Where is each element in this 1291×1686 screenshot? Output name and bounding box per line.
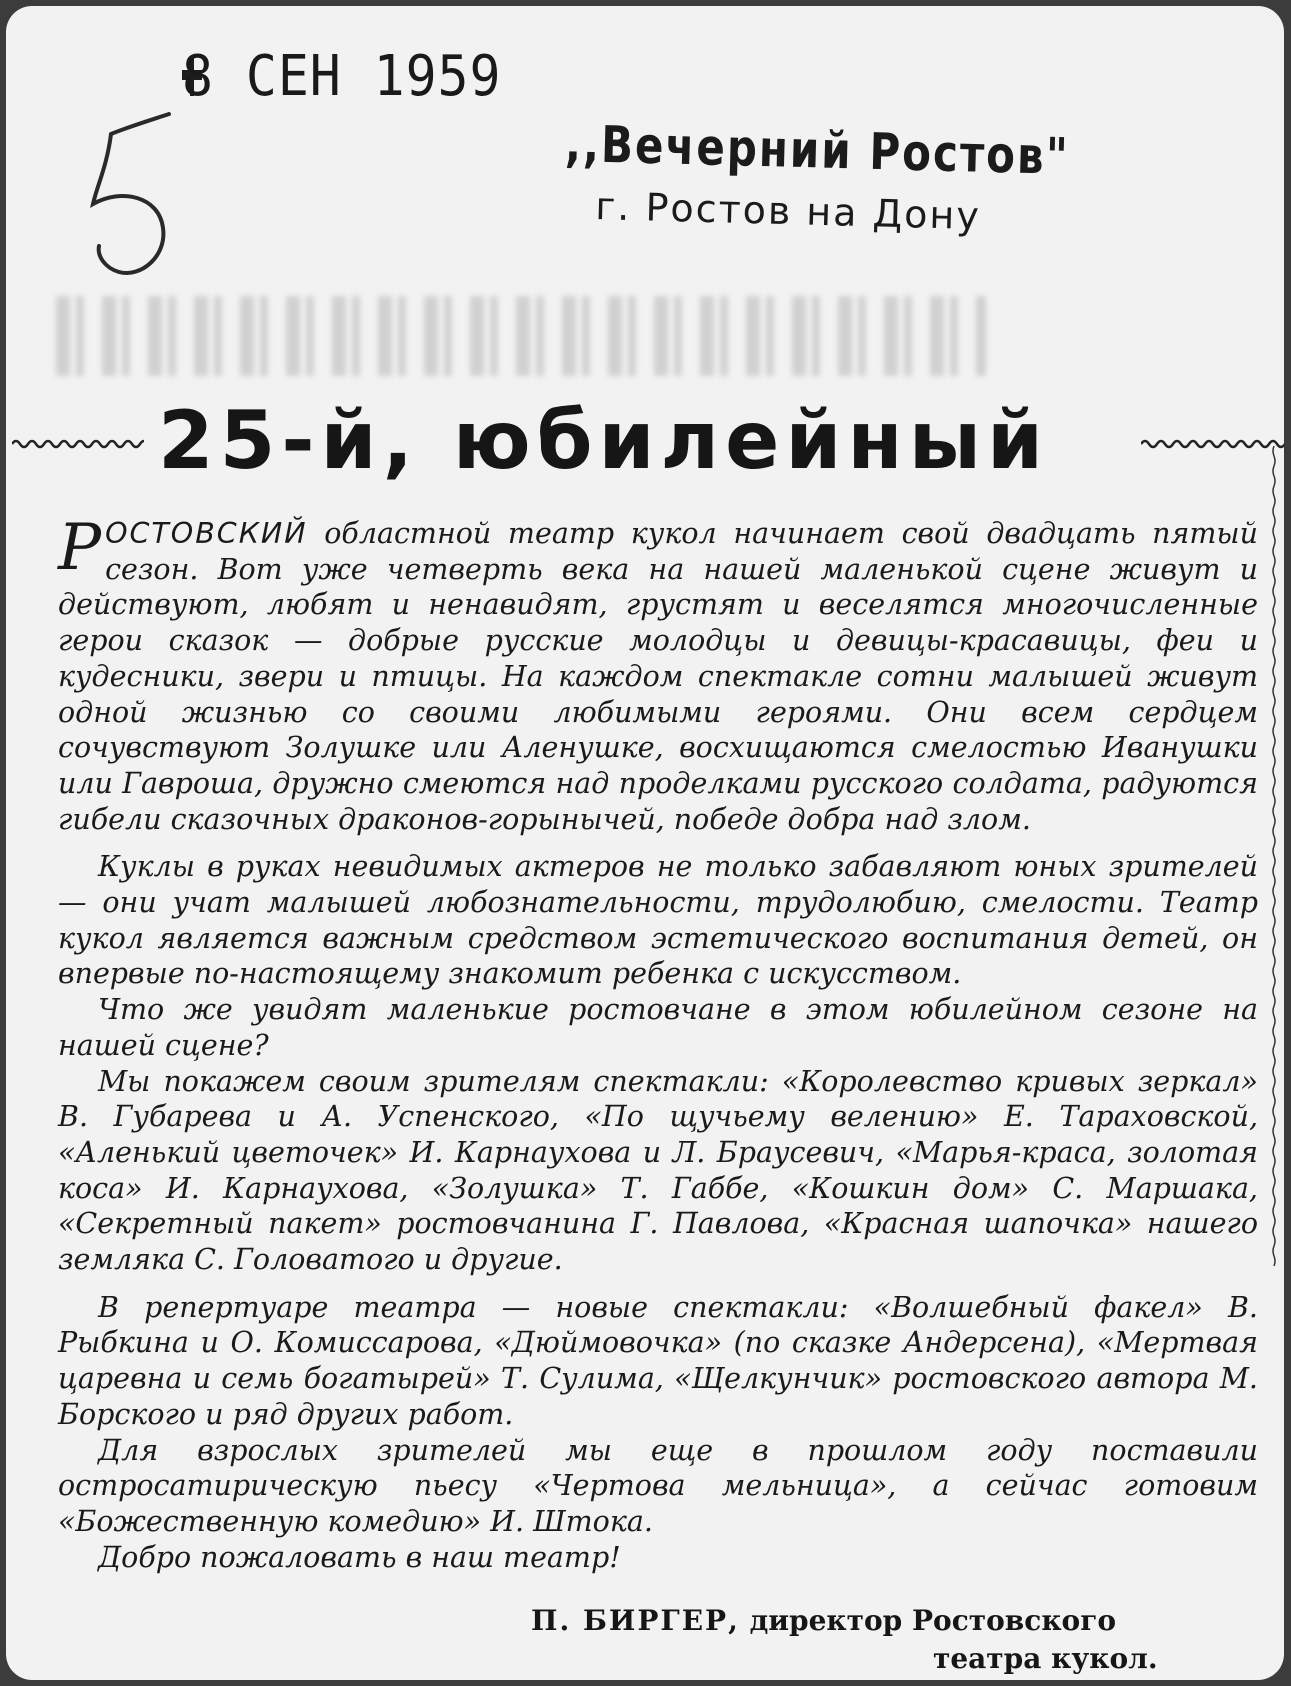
wavy-rule-left <box>12 436 144 452</box>
author-title-line1: директор Ростовского <box>749 1604 1117 1637</box>
paragraph-1 <box>58 511 1258 837</box>
paragraph-text: Что же увидят маленькие ростовчане в этом юбилейном сезоне на нашей сцене? <box>58 993 1258 1062</box>
paragraph-7 <box>58 1540 1258 1576</box>
paragraph-3 <box>58 992 1258 1063</box>
paragraph-6 <box>58 1433 1258 1540</box>
newspaper-clipping <box>6 6 1284 1680</box>
drop-cap: Р <box>58 511 102 585</box>
author-title-line2: театра кукол. <box>933 1642 1158 1675</box>
article-headline: 25-й, юбилейный <box>158 394 1050 487</box>
paragraph-text: Добро пожаловать в наш театр! <box>98 1540 621 1574</box>
paragraph-text: областной театр кукол начинает свой двадцать пятый сезон. Вот уже четверть века на нашей маленькой сцене живут и действуют, любят и ненавидят, грустят и веселятся многочисленные герои сказок — добрые русские молодцы и девицы-красавицы, феи и кудесники, звери и птицы. На каждом спектакле сотни малышей живут одной жизнью со своими любимыми героями. Они всем сердцем сочувствуют Золушке или Аленушке, восхищаются смелостью Иванушки или Гавроша, дружно смеются над проделками русского солдата, радуются гибели сказочных драконов-горынычей, победе добра над злом. <box>58 517 1258 836</box>
paragraph-text: Мы покажем своим зрителям спектакли: «Королевство кривых зеркал» В. Губарева и А. Успенского, «По щучьему велению» Е. Тараховской, «Аленький цветочек» И. Карнаухова и Л. Браусевич, «Марья-краса, золотая коса» И. Карнаухова, «Золушка» Т. Габбе, «Кошкин дом» С. Маршака, «Секретный пакет» ростовчанина Г. Павлова, «Красная шапочка» нашего земляка С. Головатого и другие. <box>58 1064 1258 1277</box>
article-body <box>58 511 1258 1575</box>
paragraph-4 <box>58 1064 1258 1278</box>
handwritten-number <box>61 106 221 286</box>
headline-row <box>6 394 1284 494</box>
wavy-rule-vertical <box>1272 446 1276 1266</box>
wavy-rule-right <box>1141 436 1284 452</box>
paragraph-2 <box>58 849 1258 992</box>
newspaper-name-stamp: ,,Вечерний Ростов" <box>564 114 1071 186</box>
paragraph-text: Куклы в руках невидимых актеров не только забавляют юных зрителей — они учат малышей любознательности, трудолюбию, смелости. Театр кукол является важным средством эстетического воспитания детей, он впервые по-настоящему знакомит ребенка с искусством. <box>58 850 1258 991</box>
signature <box>531 1602 1158 1678</box>
city-stamp: г. Ростов на Дону <box>594 184 982 239</box>
lead-word: ОСТОВСКИЙ <box>105 517 308 550</box>
date-stamp: 8 СЕН 1959 <box>182 44 502 109</box>
paragraph-text: В репертуаре театра — новые спектакли: «Волшебный факел» В. Рыбкина и О. Комиссарова, «Дюймовочка» (по сказке Андерсена), «Мертвая царевна и семь богатырей» Т. Сулима, «Щелкунчик» ростовского автора М. Борского и ряд других работ. <box>58 1290 1258 1431</box>
paragraph-text: Для взрослых зрителей мы еще в прошлом году поставили остросатирическую пьесу «Чертова мельница», а сейчас готовим «Божественную комедию» И. Штока. <box>58 1433 1258 1538</box>
paragraph-5 <box>58 1290 1258 1433</box>
bleed-through-text <box>56 296 986 376</box>
author-name: П. БИРГЕР, <box>531 1604 740 1637</box>
